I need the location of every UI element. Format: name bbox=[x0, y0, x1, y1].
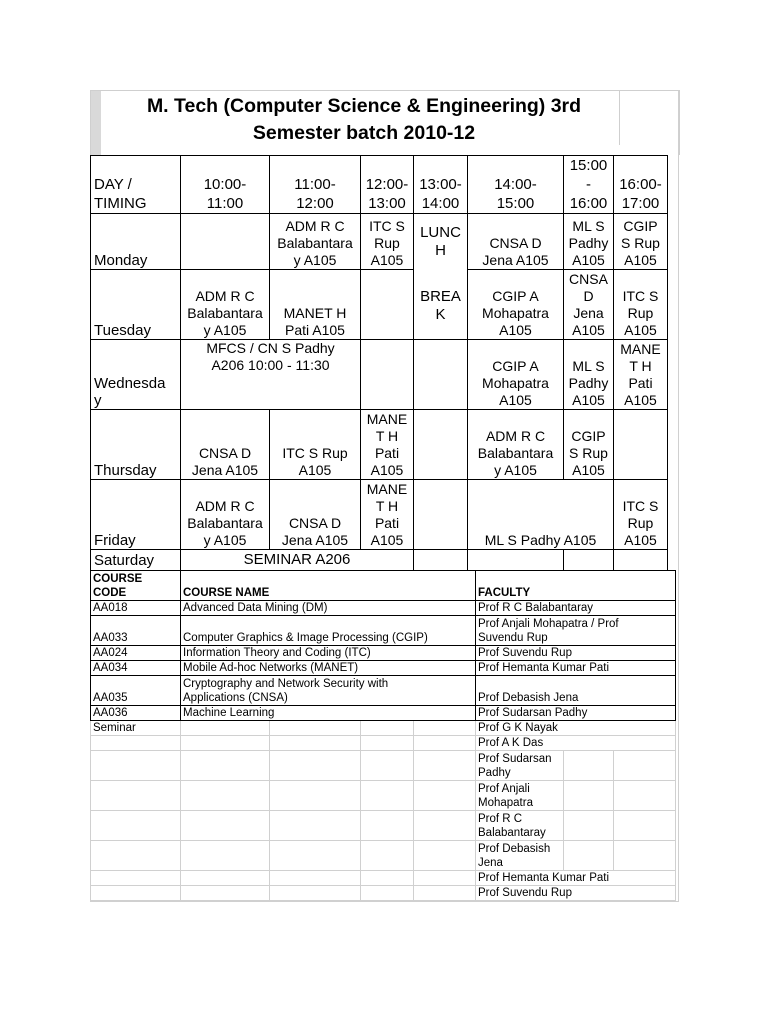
class-cell bbox=[614, 270, 668, 340]
course-name: Machine Learning bbox=[181, 706, 476, 721]
course-name: Advanced Data Mining (DM) bbox=[181, 601, 476, 616]
empty-cell bbox=[181, 721, 270, 736]
cell-line: S Rup bbox=[621, 235, 660, 251]
class-cell bbox=[361, 410, 414, 480]
title-shade bbox=[91, 91, 101, 155]
empty-cell bbox=[414, 410, 468, 480]
day-line: y bbox=[94, 392, 102, 409]
cell-line: BREA bbox=[420, 288, 461, 305]
cell-line: y A105 bbox=[203, 532, 247, 548]
empty-cell bbox=[181, 886, 270, 901]
day-label: Friday bbox=[91, 480, 181, 550]
day-timing-line: DAY / bbox=[94, 176, 132, 193]
class-cell bbox=[181, 480, 270, 550]
course-code: AA034 bbox=[91, 661, 181, 676]
empty-cell bbox=[564, 811, 614, 841]
cell-line: A105 bbox=[624, 532, 657, 548]
course-row bbox=[91, 646, 676, 661]
empty-cell bbox=[414, 751, 476, 781]
empty-cell bbox=[270, 781, 361, 811]
cell-line: Jena A105 bbox=[191, 462, 259, 478]
cell-line: A105 bbox=[624, 252, 657, 268]
cell-line: A105 bbox=[499, 322, 532, 338]
header-row bbox=[91, 156, 668, 214]
course-faculty: Prof Sudarsan Padhy bbox=[476, 706, 676, 721]
cell-line: Jena A105 bbox=[281, 532, 349, 548]
cell-line: CGIP bbox=[623, 218, 658, 234]
day-timing-header bbox=[91, 156, 181, 214]
class-cell bbox=[564, 270, 614, 340]
class-cell bbox=[614, 340, 668, 410]
slot-line: 11:00 bbox=[206, 195, 244, 212]
empty-cell bbox=[91, 841, 181, 871]
cell-line: A105 bbox=[370, 462, 404, 478]
cell-line: Balabantara bbox=[187, 515, 263, 531]
empty-cell bbox=[414, 811, 476, 841]
slot-line: 10:00- bbox=[203, 176, 247, 193]
faculty-line: Padhy bbox=[478, 766, 511, 779]
slot-header bbox=[414, 156, 468, 214]
seminar-label: Seminar bbox=[91, 721, 181, 736]
cell-line: A105 bbox=[572, 322, 605, 338]
course-name bbox=[181, 676, 476, 706]
empty-cell bbox=[614, 410, 668, 480]
faculty-line: Prof Anjali Mohapatra / Prof bbox=[478, 618, 619, 630]
cell-line: CNSA D bbox=[489, 235, 542, 251]
cell-line: A105 bbox=[624, 392, 657, 408]
slot-line: 11:00- bbox=[294, 176, 336, 193]
seminar-row bbox=[91, 751, 676, 781]
cell-line: Mohapatra bbox=[482, 305, 549, 321]
faculty-header: FACULTY bbox=[476, 571, 676, 601]
cell-line: y A105 bbox=[203, 322, 247, 338]
slot-line: 16:00- bbox=[619, 176, 662, 193]
cell-line: Jena A105 bbox=[482, 252, 549, 268]
empty-cell bbox=[414, 886, 476, 901]
course-name: Mobile Ad-hoc Networks (MANET) bbox=[181, 661, 476, 676]
class-cell bbox=[614, 480, 668, 550]
empty-cell bbox=[270, 751, 361, 781]
empty-cell bbox=[181, 871, 270, 886]
cell-line: A105 bbox=[370, 252, 404, 268]
empty-cell bbox=[414, 721, 476, 736]
empty-cell bbox=[270, 886, 361, 901]
cell-line: ADM R C bbox=[195, 288, 255, 304]
day-label: Tuesday bbox=[91, 270, 181, 340]
name-line: Cryptography and Network Security with bbox=[183, 678, 389, 690]
empty-cell bbox=[181, 841, 270, 871]
row-saturday bbox=[91, 550, 668, 571]
course-code: AA036 bbox=[91, 706, 181, 721]
day-label bbox=[91, 340, 181, 410]
title-line-2: Semester batch 2010-12 bbox=[252, 122, 476, 144]
break-label bbox=[414, 284, 467, 324]
course-row bbox=[91, 601, 676, 616]
empty-cell bbox=[181, 214, 270, 270]
empty-cell bbox=[361, 751, 414, 781]
seminar-faculty bbox=[476, 751, 564, 781]
class-cell bbox=[361, 214, 414, 270]
cell-line: ADM R C bbox=[285, 218, 345, 234]
course-row bbox=[91, 676, 676, 706]
class-cell bbox=[270, 214, 361, 270]
seminar-faculty: Prof Suvendu Rup bbox=[476, 886, 676, 901]
cell-line: H bbox=[435, 242, 446, 259]
cell-line: A206 10:00 - 11:30 bbox=[211, 357, 330, 373]
course-row bbox=[91, 706, 676, 721]
empty-cell bbox=[361, 886, 414, 901]
class-cell bbox=[564, 214, 614, 270]
course-code: AA018 bbox=[91, 601, 181, 616]
slot-line: 16:00 bbox=[569, 195, 608, 212]
course-name: Computer Graphics & Image Processing (CGIP) bbox=[181, 616, 476, 646]
lunch-break-cell bbox=[414, 214, 468, 340]
faculty-line: Mohapatra bbox=[478, 796, 533, 809]
faculty-line: Prof R C bbox=[478, 813, 523, 825]
row-monday bbox=[91, 214, 668, 270]
course-faculty: Prof Debasish Jena bbox=[476, 676, 676, 706]
class-cell bbox=[468, 270, 564, 340]
seminar-cell: SEMINAR A206 bbox=[181, 550, 414, 571]
empty-cell bbox=[181, 781, 270, 811]
day-timing-line: TIMING bbox=[94, 195, 147, 212]
slot-line: 17:00 bbox=[621, 195, 660, 212]
cell-line: ML S bbox=[572, 358, 605, 374]
day-label: Thursday bbox=[91, 410, 181, 480]
cell-line: CNSA D bbox=[198, 445, 252, 461]
empty-cell bbox=[181, 751, 270, 781]
day-label: Monday bbox=[91, 214, 181, 270]
slot-line: 15:00 bbox=[496, 195, 535, 212]
row-friday bbox=[91, 480, 668, 550]
empty-cell bbox=[91, 811, 181, 841]
class-cell bbox=[468, 214, 564, 270]
empty-cell bbox=[361, 340, 414, 410]
empty-cell bbox=[414, 736, 476, 751]
empty-cell bbox=[361, 811, 414, 841]
row-wednesday bbox=[91, 340, 668, 410]
class-cell bbox=[564, 410, 614, 480]
cell-line: A105 bbox=[572, 462, 605, 478]
slot-header bbox=[614, 156, 668, 214]
name-line: Applications (CNSA) bbox=[183, 691, 288, 704]
cell-line: MFCS / CN S Padhy bbox=[206, 340, 335, 356]
row-tuesday bbox=[91, 270, 668, 340]
empty-cell bbox=[91, 871, 181, 886]
faculty-line: Prof Debasish bbox=[478, 843, 551, 855]
slot-line: 13:00- bbox=[419, 176, 462, 193]
course-code: AA024 bbox=[91, 646, 181, 661]
cell-line: Padhy bbox=[568, 235, 609, 251]
cell-line: Balabantara bbox=[187, 305, 263, 321]
class-cell bbox=[270, 410, 361, 480]
cell-line: Mohapatra bbox=[482, 375, 549, 391]
empty-cell bbox=[181, 736, 270, 751]
course-faculty: Prof R C Balabantaray bbox=[476, 601, 676, 616]
empty-cell bbox=[414, 480, 468, 550]
slot-line: 15:00 bbox=[569, 157, 608, 174]
cell-line: T H bbox=[375, 428, 399, 444]
slot-line: 12:00 bbox=[296, 195, 334, 212]
cell-line: Rup bbox=[627, 515, 654, 531]
title-line-1: M. Tech (Computer Science & Engineering) 3rd bbox=[146, 95, 582, 117]
empty-cell bbox=[91, 751, 181, 781]
cell-line: A105 bbox=[572, 252, 605, 268]
cell-line: ML S bbox=[572, 218, 605, 234]
slot-header bbox=[361, 156, 414, 214]
cell-line: MANET H bbox=[283, 305, 347, 321]
empty-cell bbox=[614, 811, 676, 841]
seminar-faculty bbox=[476, 781, 564, 811]
seminar-faculty: Prof A K Das bbox=[476, 736, 676, 751]
seminar-row bbox=[91, 736, 676, 751]
empty-cell bbox=[414, 841, 476, 871]
cell-line: K bbox=[435, 306, 446, 323]
course-code-header bbox=[91, 571, 181, 601]
slot-header bbox=[270, 156, 361, 214]
empty-cell bbox=[414, 550, 468, 571]
slot-line: 13:00 bbox=[368, 195, 406, 212]
empty-cell bbox=[91, 781, 181, 811]
cell-line: MANE bbox=[620, 341, 661, 357]
cell-line: MANE bbox=[366, 411, 408, 427]
faculty-line: Suvendu Rup bbox=[478, 631, 548, 644]
empty-cell bbox=[270, 721, 361, 736]
class-cell bbox=[270, 270, 361, 340]
cell-line: y A105 bbox=[494, 462, 537, 478]
slot-header bbox=[181, 156, 270, 214]
cell-line: S Rup bbox=[569, 445, 608, 461]
empty-cell bbox=[614, 550, 668, 571]
course-table bbox=[90, 570, 676, 901]
cell-line: LUNC bbox=[420, 224, 461, 241]
course-faculty: Prof Hemanta Kumar Pati bbox=[476, 661, 676, 676]
cell-line: Pati bbox=[374, 445, 400, 461]
faculty-line: Prof Anjali bbox=[478, 783, 530, 795]
cell-line: CGIP A bbox=[492, 358, 539, 374]
class-cell bbox=[614, 214, 668, 270]
class-cell bbox=[468, 410, 564, 480]
empty-cell bbox=[468, 550, 564, 571]
cell-line: ITC S bbox=[622, 288, 659, 304]
empty-cell bbox=[361, 721, 414, 736]
empty-cell bbox=[361, 841, 414, 871]
cell-line: CNSA bbox=[569, 271, 608, 287]
cell-line: Pati bbox=[628, 375, 653, 391]
cell-line: Jena bbox=[573, 305, 604, 321]
empty-cell bbox=[564, 781, 614, 811]
cell-line: Padhy bbox=[568, 375, 609, 391]
cell-line: T H bbox=[629, 358, 652, 374]
empty-cell bbox=[614, 841, 676, 871]
page-title bbox=[105, 93, 623, 147]
empty-cell bbox=[361, 781, 414, 811]
course-name-header: COURSE NAME bbox=[181, 571, 476, 601]
empty-cell bbox=[91, 886, 181, 901]
day-label: Saturday bbox=[91, 550, 181, 571]
empty-cell bbox=[564, 550, 614, 571]
title-divider bbox=[619, 91, 620, 145]
empty-cell bbox=[414, 781, 476, 811]
faculty-line: Balabantaray bbox=[478, 826, 546, 839]
empty-cell bbox=[270, 871, 361, 886]
row-thursday bbox=[91, 410, 668, 480]
empty-cell bbox=[361, 270, 414, 340]
faculty-line: Prof Sudarsan bbox=[478, 753, 552, 765]
day-line: Wednesda bbox=[94, 375, 166, 392]
cell-line: Rup bbox=[627, 305, 654, 321]
cell-line: CNSA D bbox=[288, 515, 342, 531]
class-cell-merged: ML S Padhy A105 bbox=[468, 480, 614, 550]
class-cell bbox=[468, 340, 564, 410]
header-line: CODE bbox=[93, 586, 127, 599]
cell-line: A105 bbox=[370, 532, 404, 548]
cell-line: ITC S Rup bbox=[282, 445, 348, 461]
empty-cell bbox=[414, 340, 468, 410]
cell-line: Rup bbox=[374, 235, 400, 251]
empty-cell bbox=[614, 751, 676, 781]
seminar-row bbox=[91, 871, 676, 886]
cell-line: ADM R C bbox=[485, 428, 546, 444]
class-cell bbox=[181, 270, 270, 340]
timetable bbox=[90, 155, 668, 571]
cell-line: CGIP bbox=[571, 428, 606, 444]
course-header-row bbox=[91, 571, 676, 601]
faculty-line: Jena bbox=[478, 856, 503, 869]
course-row bbox=[91, 661, 676, 676]
cell-line: Balabantara bbox=[477, 445, 554, 461]
empty-cell bbox=[181, 811, 270, 841]
empty-cell bbox=[270, 841, 361, 871]
seminar-row bbox=[91, 781, 676, 811]
cell-line: A105 bbox=[499, 392, 532, 408]
cell-line: Pati bbox=[374, 515, 400, 531]
class-cell bbox=[361, 480, 414, 550]
slot-line: - bbox=[586, 176, 591, 193]
cell-line: A105 bbox=[298, 462, 332, 478]
course-code: AA035 bbox=[91, 676, 181, 706]
class-cell bbox=[181, 410, 270, 480]
slot-header bbox=[468, 156, 564, 214]
empty-cell bbox=[564, 751, 614, 781]
lunch-label bbox=[414, 224, 467, 260]
course-name: Information Theory and Coding (ITC) bbox=[181, 646, 476, 661]
cell-line: D bbox=[583, 288, 594, 304]
class-cell bbox=[564, 340, 614, 410]
cell-line: y A105 bbox=[293, 252, 337, 268]
cell-line: ITC S bbox=[369, 218, 405, 234]
seminar-faculty: Prof G K Nayak bbox=[476, 721, 676, 736]
empty-cell bbox=[270, 811, 361, 841]
empty-cell bbox=[270, 736, 361, 751]
empty-cell bbox=[564, 841, 614, 871]
empty-cell bbox=[361, 871, 414, 886]
cell-line: T H bbox=[375, 498, 399, 514]
cell-line: MANE bbox=[366, 481, 408, 497]
cell-line: A105 bbox=[624, 322, 657, 338]
course-faculty bbox=[476, 616, 676, 646]
seminar-faculty bbox=[476, 841, 564, 871]
cell-line: Balabantara bbox=[277, 235, 353, 251]
title-block bbox=[90, 90, 680, 155]
seminar-faculty: Prof Hemanta Kumar Pati bbox=[476, 871, 676, 886]
empty-cell bbox=[361, 736, 414, 751]
slot-line: 12:00- bbox=[365, 176, 409, 193]
slot-line: 14:00 bbox=[421, 195, 460, 212]
seminar-row bbox=[91, 721, 676, 736]
seminar-row bbox=[91, 811, 676, 841]
course-code: AA033 bbox=[91, 616, 181, 646]
empty-cell bbox=[91, 736, 181, 751]
slot-header bbox=[564, 156, 614, 214]
cell-line: ADM R C bbox=[195, 498, 255, 514]
empty-cell bbox=[414, 871, 476, 886]
seminar-row bbox=[91, 886, 676, 901]
course-row bbox=[91, 616, 676, 646]
class-cell bbox=[270, 480, 361, 550]
slot-line: 14:00- bbox=[494, 176, 537, 193]
cell-line: A105 bbox=[572, 392, 605, 408]
class-cell-merged bbox=[181, 340, 361, 410]
seminar-faculty bbox=[476, 811, 564, 841]
header-line: COURSE bbox=[93, 573, 143, 585]
course-faculty: Prof Suvendu Rup bbox=[476, 646, 676, 661]
cell-line: Pati A105 bbox=[285, 322, 345, 338]
empty-cell bbox=[614, 781, 676, 811]
seminar-row bbox=[91, 841, 676, 871]
cell-line: CGIP A bbox=[492, 288, 539, 304]
cell-line: ITC S bbox=[622, 498, 659, 514]
